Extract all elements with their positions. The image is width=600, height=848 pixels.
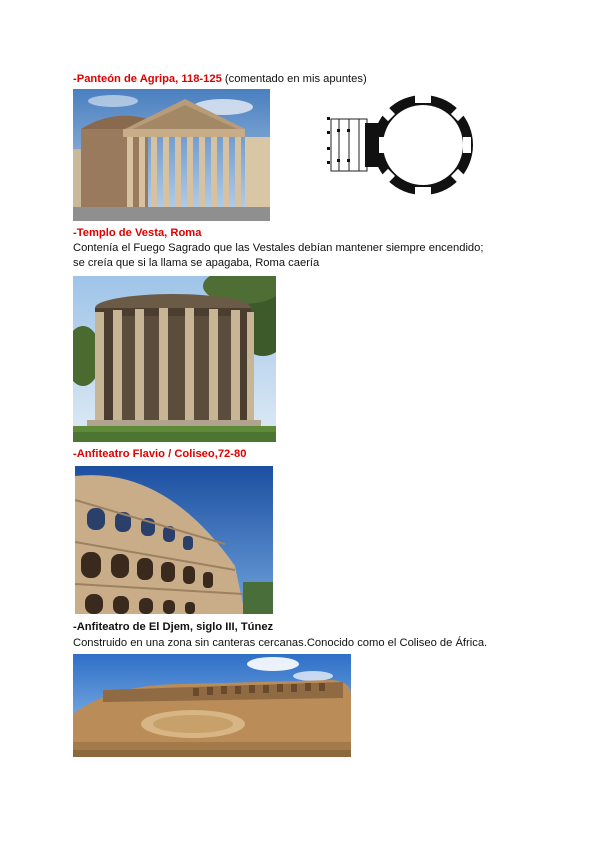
el-djem-heading-line [73,620,273,634]
el-djem-body-line-1: Construido en una zona sin canteras cercanas.Conocido como el Coliseo de África. [73,637,488,649]
vesta-body-line-1: Contenía el Fuego Sagrado que las Vestales debían mantener siempre encendido; [73,242,484,254]
pantheon-heading: -Panteón de Agripa, 118-125 [73,73,222,85]
pantheon-note: (comentado en mis apuntes) [221,73,367,85]
pantheon-heading-line [73,72,367,86]
colosseum-heading-line [73,447,246,461]
pantheon-photo [73,89,270,221]
colosseum-heading: -Anfiteatro Flavio / Coliseo,72-80 [73,448,247,460]
el-djem-amphitheatre-photo [73,654,351,757]
vesta-body-line-2: se creía que si la llama se apagaba, Roma caería [73,257,320,269]
vesta-heading: -Templo de Vesta, Roma [73,227,202,239]
temple-of-vesta-photo [73,276,276,442]
el-djem-heading: -Anfiteatro de El Djem, siglo III, Túnez [73,621,274,633]
pantheon-floor-plan [321,89,477,201]
colosseum-photo [75,466,273,614]
vesta-heading-line [73,226,201,240]
